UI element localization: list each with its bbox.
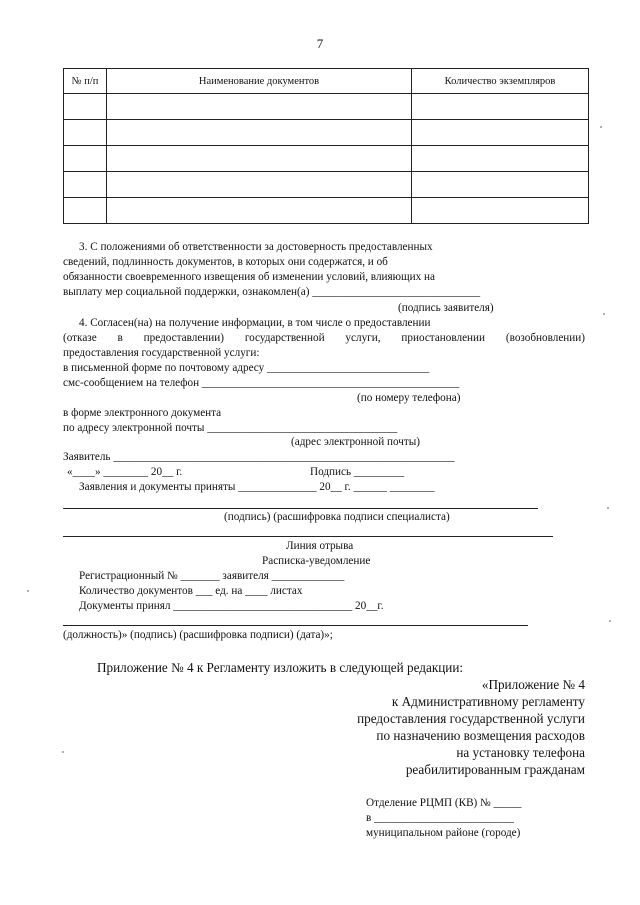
page-number: 7 <box>316 36 324 51</box>
email-line: по адресу электронной почты __________________________________ <box>63 422 398 434</box>
accepted-line: Заявления и документы приняты ______________ 20__ г. ______ ________ <box>79 481 435 493</box>
col-header-count: Количество экземпляров <box>412 69 589 94</box>
scan-speck <box>27 590 29 592</box>
appendix-line-1: «Приложение № 4 <box>481 677 585 692</box>
scan-speck <box>603 313 605 315</box>
cut-line-label: Линия отрыва <box>286 540 354 552</box>
appendix-line-5: на установку телефона <box>456 745 585 760</box>
applicant-line: Заявитель _____________________________________________________________ <box>63 451 455 463</box>
registration-line: Регистрационный № _______ заявителя _____________ <box>79 570 345 582</box>
section3-line4: выплату мер социальной поддержки, ознакомлен(а) ______________________________ <box>63 286 481 298</box>
scan-speck <box>600 126 602 128</box>
receipt-title: Расписка-уведомление <box>262 555 371 567</box>
documents-table <box>63 68 589 224</box>
section4-line3: предоставления государственной услуги: <box>63 347 260 359</box>
department-line: Отделение РЦМП (КВ) № _____ <box>366 797 522 809</box>
receipt-line <box>63 625 528 626</box>
section3-line3: обязанности своевременного извещения об изменении условий, влияющих на <box>63 271 435 283</box>
scan-speck <box>607 507 609 509</box>
signature-line <box>63 508 538 509</box>
section3-line1: 3. С положениями об ответственности за достоверность предоставленных <box>79 241 433 253</box>
postal-address-line: в письменной форме по почтовому адресу _____________________________ <box>63 362 430 374</box>
col-header-name: Наименование документов <box>107 69 412 94</box>
scan-speck <box>609 620 611 622</box>
table-row <box>64 120 589 146</box>
appendix-line-3: предоставления государственной услуги <box>357 711 585 726</box>
scan-speck <box>62 751 64 753</box>
sms-phone-line: смс-сообщением на телефон ______________________________________________ <box>63 377 460 389</box>
specialist-caption: (подпись) (расшифровка подписи специалиста) <box>224 511 450 523</box>
section4-line1: 4. Согласен(на) на получение информации, в том числе о предоставлении <box>79 317 431 329</box>
department-in-line: в _________________________ <box>366 812 514 824</box>
table-row <box>64 172 589 198</box>
date-line: «____» ________ 20__ г. <box>67 466 183 478</box>
section3-line2: сведений, подлинность документов, в которых они содержатся, и об <box>63 256 388 268</box>
appendix-intro: Приложение № 4 к Регламенту изложить в следующей редакции: <box>97 660 464 675</box>
signature-caption: (подпись заявителя) <box>398 302 494 314</box>
table-row <box>64 146 589 172</box>
table-header-row <box>64 69 589 94</box>
appendix-line-2: к Административному регламенту <box>391 694 585 709</box>
email-caption: (адрес электронной почты) <box>291 436 421 448</box>
appendix-line-6: реабилитированным гражданам <box>405 762 585 777</box>
section4-line2: (отказе в предоставлении) государственной услуги, приостановлении (возобновлении) <box>63 332 585 344</box>
table-row <box>64 94 589 120</box>
phone-caption: (по номеру телефона) <box>357 392 461 404</box>
receipt-accepted-line: Документы принял ________________________________ 20__г. <box>79 600 384 612</box>
department-district: муниципальном районе (городе) <box>366 827 521 839</box>
applicant-signature: Подпись _________ <box>310 466 405 478</box>
appendix-line-4: по назначению возмещения расходов <box>376 728 585 743</box>
separator-line <box>63 536 553 537</box>
col-header-number: № п/п <box>64 69 107 94</box>
receipt-caption: (должность)» (подпись) (расшифровка подписи) (дата)»; <box>63 629 333 641</box>
electronic-doc-line: в форме электронного документа <box>63 407 222 419</box>
doc-count-line: Количество документов ___ ед. на ____ листах <box>79 585 303 597</box>
table-row <box>64 198 589 224</box>
